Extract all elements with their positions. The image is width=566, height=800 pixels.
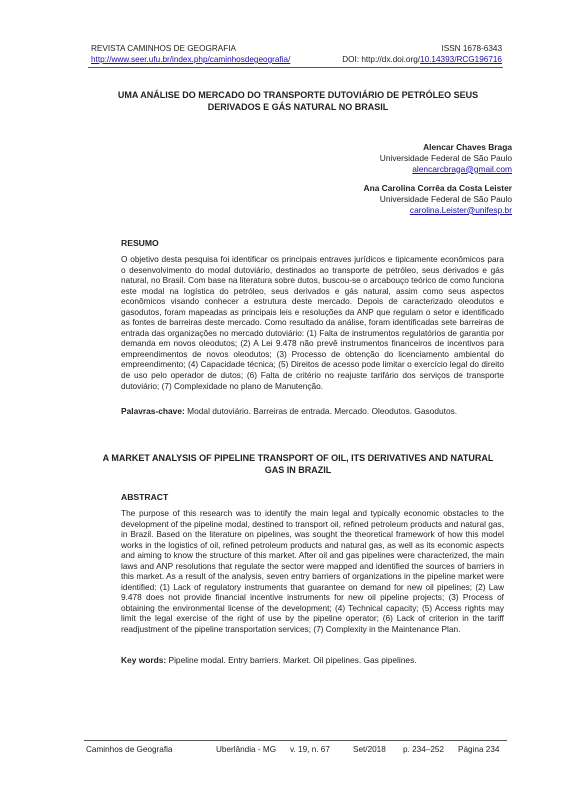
footer-journal: Caminhos de Geografia	[86, 745, 173, 754]
doi	[342, 54, 502, 65]
author-affiliation: Universidade Federal de São Paulo	[379, 152, 512, 163]
header-top-row	[91, 43, 502, 54]
footer-date: Set/2018	[353, 745, 386, 754]
header-link-row	[91, 54, 502, 65]
author-email-link[interactable]: carolina.Leister@unifesp.br	[409, 204, 512, 215]
issn: ISSN 1678-6343	[441, 44, 502, 53]
resumo-heading: RESUMO	[121, 238, 159, 248]
footer-volume: v. 19, n. 67	[290, 745, 330, 754]
title-english: A MARKET ANALYSIS OF PIPELINE TRANSPORT OF OIL, ITS DERIVATIVES AND NATURAL GAS IN BRAZIL	[102, 453, 494, 475]
doi-link[interactable]: 10.14393/RCG196716	[420, 55, 502, 64]
footer-divider	[84, 740, 507, 741]
footer-city: Uberlândia - MG	[216, 745, 277, 754]
keywords-portuguese	[121, 406, 504, 417]
abstract-text: The purpose of this research was to identify the main legal and typically economic obstacles to the development of the pipeline modal, destined to transport oil, refined petroleum products and natural gas, in Brazil. Based on the literature on pipelines, was sought the theoretical framework of how this model works in the logistics of oil, refined petroleum products and natural gas, as well as its economic aspects and aiming to know the structure of this market. After oil and gas pipelines were characterized, the main laws and ANP resolutions that regulate the sector were mapped and identified the sources of barriers in this market. As a result of the analysis, seven entry barriers of organizations in the pipeline market were identified: (1) Lack of regulatory instruments that guarantee on demand for new oil pipelines; (2) Law 9.478 does not provide financial incentive instruments for new oil pipeline projects; (3) Process of obtaining the environmental license of the development; (4) Technical capacity; (5) Access rights may limit the legal exercise of the right of use by the pipeline operator; (6) Lack of criterion in the tariff readjustment of the pipeline transportation services; (7) Complexity in the Maintenance Plan.	[121, 508, 504, 635]
resumo-text: O objetivo desta pesquisa foi identificar os principais entraves jurídicos e tipicamente econômicos para o desenvolvimento do modal dutoviário, destinados ao transporte de petróleo, seus derivados e gás natural, no Brasil. Com base na literatura sobre dutos, buscou-se o arcabouço teórico de como funciona este modal na logística do petróleo, seus derivados e gás natural, assim como seus aspectos econômicos visando conhecer a estrutura deste mercado. Depois de caracterizado oleodutos e gasodutos, foram mapeadas as principais leis e resoluções da ANP que regulam o setor e identificado as fontes de barreiras deste mercado. Como resultado da análise, foram identificadas sete barreiras de entrada das organizações no mercado dutoviário: (1) Falta de instrumentos regulatórios de garantia por demanda em novos oleodutos; (2) A Lei 9.478 não prevê instrumentos financeiros de incentivos para empreendimentos de novos oleodutos; (3) Processo de obtenção do licenciamento ambiental do empreendimento; (4) Capacidade técnica; (5) Direitos de acesso pode limitar o exercício legal do direito de uso pelo operador de dutos; (6) Falta de critério no reajuste tarifário dos serviços de transporte dutoviário; (7) Complexidade no plano de Manutenção.	[121, 254, 504, 391]
author-block-1	[380, 142, 512, 174]
author-name: Ana Carolina Corrêa da Costa Leister	[363, 183, 512, 193]
keywords-english	[121, 655, 504, 666]
footer-pages: p. 234–252	[403, 745, 444, 754]
author-affiliation: Universidade Federal de São Paulo	[379, 193, 512, 204]
author-name: Alencar Chaves Braga	[423, 142, 512, 152]
keywords-label: Palavras-chave:	[121, 406, 185, 416]
keywords-label: Key words:	[121, 655, 167, 665]
journal-name: REVISTA CAMINHOS DE GEOGRAFIA	[91, 44, 236, 53]
abstract-heading: ABSTRACT	[121, 492, 169, 502]
footer-page-number: Página 234	[458, 745, 500, 754]
title-portuguese: UMA ANÁLISE DO MERCADO DO TRANSPORTE DUTOVIÁRIO DE PETRÓLEO SEUS DERIVADOS E GÁS NATURAL NO BRASIL	[117, 90, 479, 112]
keywords-text: Pipeline modal. Entry barriers. Market. Oil pipelines. Gas pipelines.	[166, 655, 417, 665]
keywords-text: Modal dutoviário. Barreiras de entrada. Mercado. Oleodutos. Gasodutos.	[184, 406, 458, 416]
author-email-link[interactable]: alencarcbraga@gmail.com	[412, 163, 512, 174]
doi-prefix: DOI: http://dx.doi.org/	[342, 55, 421, 64]
author-block-2	[364, 183, 512, 215]
journal-url-link[interactable]: http://www.seer.ufu.br/index.php/caminhosdegeografia/	[91, 55, 291, 64]
header-divider	[88, 67, 503, 68]
